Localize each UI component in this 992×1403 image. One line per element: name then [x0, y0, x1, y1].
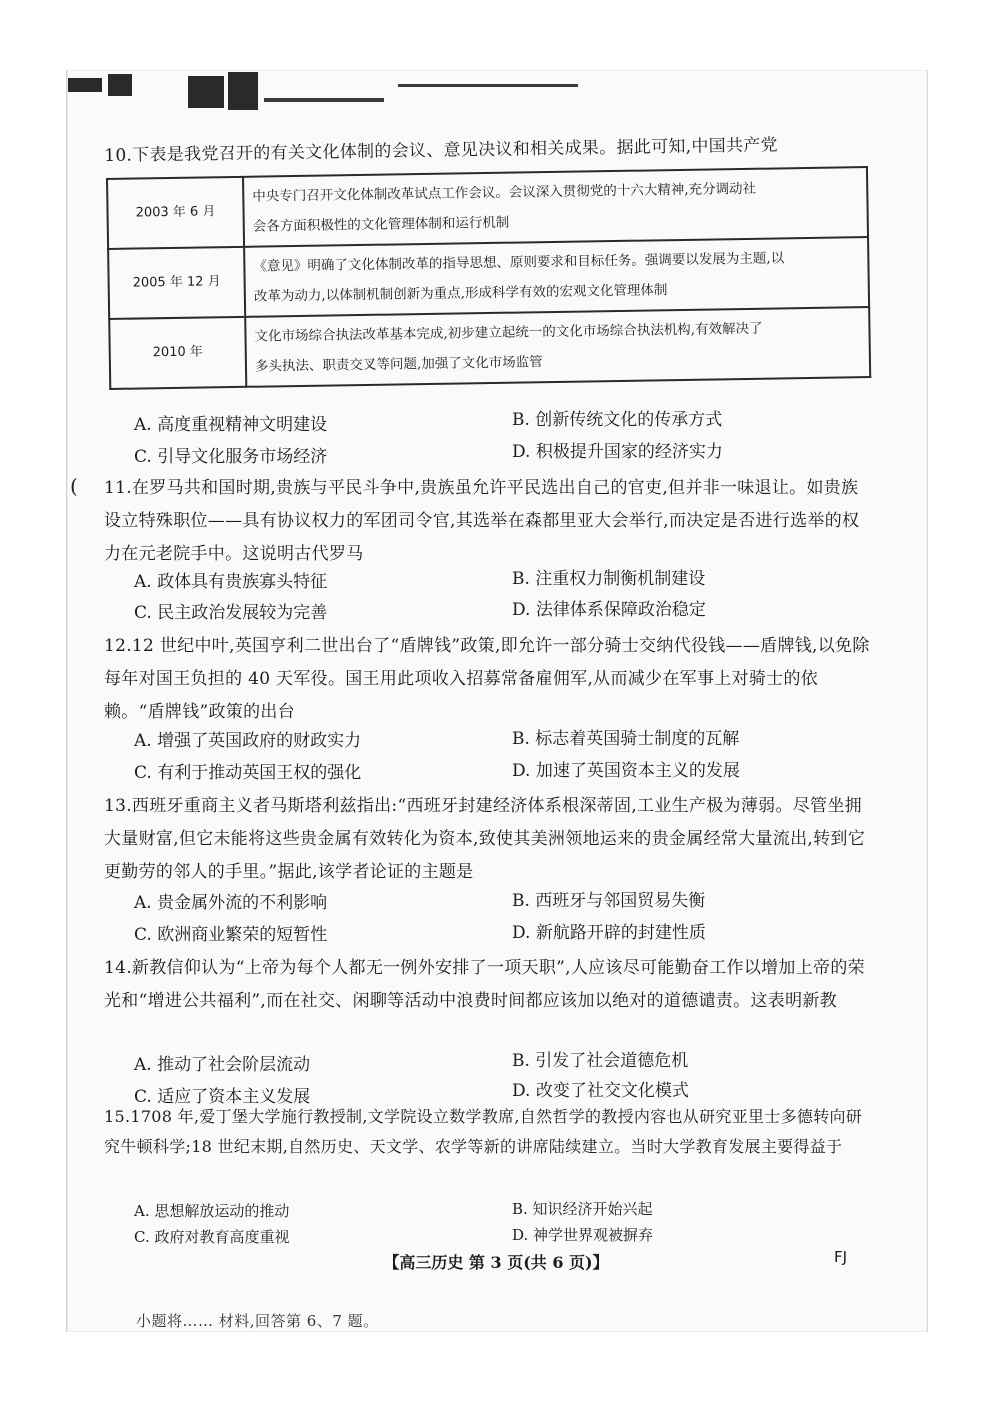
question-10-table — [106, 166, 871, 390]
question-15-stem: 15.1708 年,爱丁堡大学施行教授制,文学院设立数学教席,自然哲学的教授内容也从研究亚里士多德转向研究牛顿科学;18 世纪末期,自然历史、天文学、农学等新的讲席陆续建立。当时大学教育发展主要得益于 — [104, 1107, 863, 1156]
row-content — [245, 307, 870, 387]
question-12-stem: 12.12 世纪中叶,英国亨利二世出台了“盾牌钱”政策,即允许一部分骑士交纳代役钱——盾牌钱,以免除每年对国王负担的 40 天军役。国王用此项收入招募常备雇佣军,从而减少在军事上对骑士的依赖。“盾牌钱”政策的出台 — [104, 636, 870, 722]
q10-option-d[interactable]: D. 积极提升国家的经济实力 — [512, 442, 723, 462]
q11-option-c[interactable]: C. 民主政治发展较为完善 — [134, 603, 328, 623]
row-content — [244, 237, 869, 317]
q14-option-d[interactable]: D. 改变了社交文化模式 — [512, 1081, 689, 1101]
row-content-line: 《意见》明确了文化体制改革的指导思想、原则要求和目标任务。强调要以发展为主题,以 — [253, 250, 785, 275]
q12-option-b[interactable]: B. 标志着英国骑士制度的瓦解 — [512, 729, 740, 749]
q13-option-d[interactable]: D. 新航路开辟的封建性质 — [512, 923, 706, 943]
row-date: 2003 年 6 月 — [107, 177, 244, 249]
q12-option-d[interactable]: D. 加速了英国资本主义的发展 — [512, 761, 740, 781]
q14-option-a[interactable]: A. 推动了社会阶层流动 — [134, 1055, 311, 1075]
table-row — [108, 237, 869, 319]
q15-option-c[interactable]: C. 政府对教育高度重视 — [134, 1228, 290, 1246]
q13-option-a[interactable]: A. 贵金属外流的不利影响 — [134, 893, 328, 913]
q12-option-a[interactable]: A. 增强了英国政府的财政实力 — [134, 731, 362, 751]
next-page-fragment: 小题将…… 材料,回答第 6、7 题。 — [136, 1312, 379, 1330]
q11-option-d[interactable]: D. 法律体系保障政治稳定 — [512, 600, 706, 620]
row-date: 2005 年 12 月 — [108, 247, 245, 319]
q12-option-c[interactable]: C. 有利于推动英国王权的强化 — [134, 763, 362, 783]
row-date: 2010 年 — [109, 317, 246, 389]
row-content-line: 多头执法、职责交叉等问题,加强了文化市场监管 — [254, 354, 543, 375]
q13-option-c[interactable]: C. 欧洲商业繁荣的短暂性 — [134, 925, 328, 945]
row-content-line: 改革为动力,以体制机制创新为重点,形成科学有效的宏观文化管理体制 — [253, 282, 668, 305]
q14-option-c[interactable]: C. 适应了资本主义发展 — [134, 1087, 311, 1107]
row-content-line: 中央专门召开文化体制改革试点工作会议。会议深入贯彻党的十六大精神,充分调动社 — [252, 180, 757, 205]
page-footer: 【高三历史 第 3 页(共 6 页)】 — [383, 1253, 609, 1272]
table-row — [107, 167, 868, 249]
q15-option-a[interactable]: A. 思想解放运动的推动 — [134, 1202, 290, 1220]
margin-mark: ( — [70, 474, 78, 498]
q15-option-d[interactable]: D. 神学世界观被摒弃 — [512, 1226, 654, 1244]
q13-option-b[interactable]: B. 西班牙与邻国贸易失衡 — [512, 891, 706, 911]
question-11-stem: 11.在罗马共和国时期,贵族与平民斗争中,贵族虽允许平民选出自己的官吏,但并非一味退让。如贵族设立特殊职位——具有协议权力的军团司令官,其选举在森都里亚大会举行,而决定是否进行选举的权力在元老院手中。这说明古代罗马 — [104, 478, 860, 564]
question-14-stem: 14.新教信仰认为“上帝为每个人都无一例外安排了一项天职”,人应该尽可能勤奋工作以增加上帝的荣光和“增进公共福利”,而在社交、闲聊等活动中浪费时间都应该加以绝对的道德谴责。这表明新教 — [104, 958, 865, 1011]
row-content-line: 文化市场综合执法改革基本完成,初步建立起统一的文化市场综合执法机构,有效解决了 — [254, 320, 763, 345]
row-content — [243, 167, 868, 247]
paper-code: FJ — [834, 1248, 848, 1266]
question-10-stem: 10.下表是我党召开的有关文化体制的会议、意见决议和相关成果。据此可知,中国共产党 — [104, 135, 779, 166]
q14-option-b[interactable]: B. 引发了社会道德危机 — [512, 1051, 689, 1071]
question-13-stem: 13.西班牙重商主义者马斯塔利兹指出:“西班牙封建经济体系根深蒂固,工业生产极为薄弱。尽管坐拥大量财富,但它未能将这些贵金属有效转化为资本,致使其美洲领地运来的贵金属经常大量流出,转到它更勤劳的邻人的手里。”据此,该学者论证的主题是 — [104, 796, 866, 882]
q15-option-b[interactable]: B. 知识经济开始兴起 — [512, 1200, 653, 1218]
table-row — [109, 307, 870, 389]
q10-option-c[interactable]: C. 引导文化服务市场经济 — [134, 447, 328, 467]
q11-option-a[interactable]: A. 政体具有贵族寡头特征 — [134, 572, 328, 592]
scan-artifact-header — [68, 72, 268, 112]
q10-option-b[interactable]: B. 创新传统文化的传承方式 — [512, 410, 723, 430]
q11-option-b[interactable]: B. 注重权力制衡机制建设 — [512, 569, 706, 589]
q10-option-a[interactable]: A. 高度重视精神文明建设 — [134, 415, 328, 435]
row-content-line: 会各方面积极性的文化管理体制和运行机制 — [252, 214, 510, 235]
